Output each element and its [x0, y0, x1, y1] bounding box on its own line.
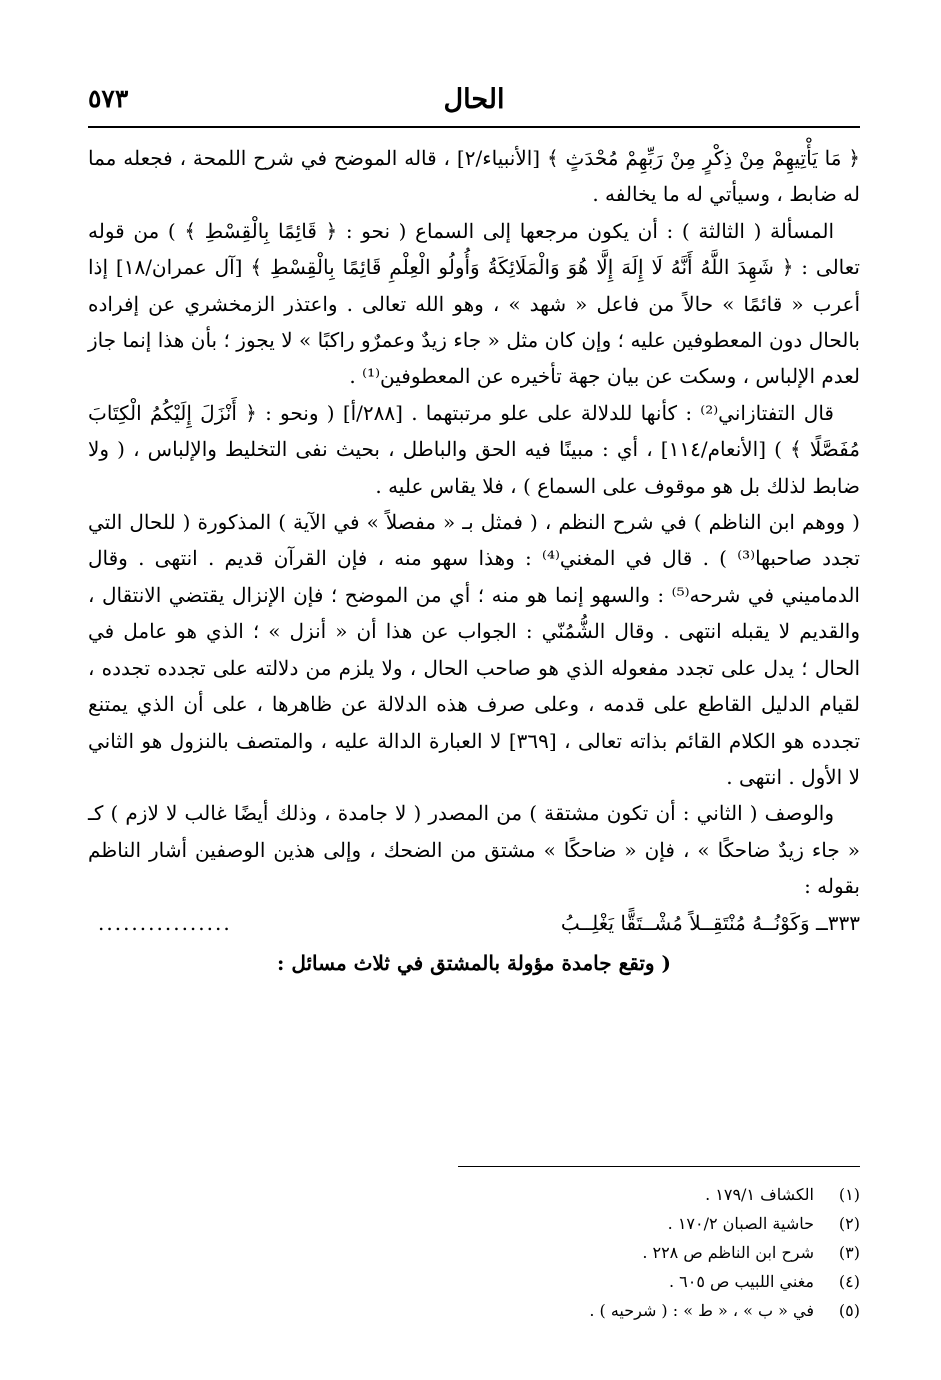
paragraph-ibn-nazim: ( ووهم ابن الناظم ) في شرح النظم ، ( فمثل بـ « مفصلاً » في الآية ) المذكورة ( للحال التي تجدد صاحبها⁽³⁾ ) . قال في المغني⁽⁴⁾ : وهذا سهو منه ، فإن القرآن قديم . انتهى . وقال الدماميني في شرحه⁽⁵⁾ : والسهو إنما هو منه ؛ أي من الموضح ؛ فإن الإنزال يقتضي الانتقال ، والقديم لا يقبله انتهى . وقال الشُّمُنّي : الجواب عن هذا أن « أنزل » ؛ الذي هو عامل في الحال ؛ يدل على تجدد مفعوله الذي هو صاحب الحال ، ولا يلزم من دلالته على تجدده تجدده ، لقيام الدليل القاطع على قدمه ، وعلى صرف هذه الدلالة عن ظاهرها ، على أن الذي يمتنع تجدده هو الكلام القائم بذاته تعالى ، [٣٦٩] لا العبارة الدالة عليه ، والمتصف بالنزول هو الثاني لا الأول . انتهى . — [88, 510, 861, 789]
body-text — [88, 140, 860, 981]
footnote-divider — [458, 1166, 860, 1167]
paragraph-third-issue: المسألة ( الثالثة ) : أن يكون مرجعها إلى السماع ( نحو : ﴿ قَائِمًا بِالْقِسْطِ ﴾ ) من قوله تعالى : ﴿ شَهِدَ اللَّهُ أَنَّهُ لَا إِلَهَ إِلَّا هُوَ وَالْمَلَائِكَةُ وَأُولُو الْعِلْمِ قَائِمًا بِالْقِسْطِ ﴾ [آل عمران/١٨] إذا أعرب « قائمًا » حالاً من فاعل « شهد » ، وهو الله تعالى . واعتذر الزمخشري عن إفراده بالحال دون المعطوفين عليه ؛ وإن كان مثل « جاء زيدٌ وعمرٌو راكبًا » لا يجوز ؛ بأن هذا إنما جاز لعدم الإلباس ، وسكت عن بيان جهة تأخيره عن المعطوفين⁽¹⁾ . — [88, 218, 860, 389]
paragraph-quran-citation: ﴿ مَا يَأْتِيهِمْ مِنْ ذِكْرٍ مِنْ رَبِّهِمْ مُحْدَثٍ ﴾ [الأنبياء/٢] ، قاله الموضح في شرح اللمحة ، فجعله مما له ضابط ، وسيأتي له ما يخالفه . — [88, 146, 861, 207]
verse-dots: ................ — [98, 910, 232, 935]
footnote-number: (٤) — [838, 1272, 860, 1291]
footnote-text: مغني اللبيب ص ٦٠٥ . — [669, 1272, 814, 1291]
footnote-item — [88, 1267, 860, 1296]
footnote-number: (٢) — [838, 1214, 860, 1233]
footnote-number: (٣) — [838, 1243, 860, 1262]
footnote-number: (١) — [838, 1185, 860, 1204]
footnote-item — [88, 1238, 860, 1267]
page-header — [88, 82, 860, 128]
paragraph-taftazani: قال التفتازاني⁽²⁾ : كأنها للدلالة على علو مرتبتهما . [٢٨٨/أ] ( ونحو : ﴿ أَنْزَلَ إِلَيْكُمُ الْكِتَابَ مُفَصَّلًا ﴾ ) [الأنعام/١١٤] ، أي : مبينًا فيه الحق والباطل ، بحيث نفى التخليط والإلباس ، ( ولا ضابط لذلك بل هو موقوف على السماع ) ، فلا يقاس عليه . — [88, 400, 860, 498]
verse-text: ٣٣٣ــ وَكَوْنُــهُ مُنْتَقِــلاً مُشْــتَقًّا يَغْلِــبُ — [560, 910, 860, 935]
paragraph-second-description: والوصف ( الثاني : أن تكون مشتقة ) من المصدر ( لا جامدة ، وذلك أيضًا غالب لا لازم ) كـ « جاء زيدٌ ضاحكًا » ، فإن « ضاحكًا » مشتق من الضحك ، وإلى هذين الوصفين أشار الناظم بقوله : — [88, 801, 860, 899]
footnote-text: في « ب » ، « ط » : ( شرحيه ) . — [589, 1301, 814, 1320]
footnote-item — [88, 1209, 860, 1238]
verse-line — [88, 905, 860, 941]
closing-heading: ( وتقع جامدة مؤولة بالمشتق في ثلاث مسائل : — [277, 950, 671, 975]
footnote-item — [88, 1296, 860, 1325]
footnote-text: الكشاف ١٧٩/١ . — [705, 1185, 814, 1204]
footnotes — [88, 1180, 860, 1325]
footnote-text: شرح ابن الناظم ص ٢٢٨ . — [642, 1243, 814, 1262]
page-number: ٥٧٣ — [88, 84, 129, 113]
footnote-number: (٥) — [838, 1301, 860, 1320]
running-title: الحال — [443, 84, 505, 115]
footnote-text: حاشية الصبان ١٧٠/٢ . — [667, 1214, 814, 1233]
footnote-item — [88, 1180, 860, 1209]
